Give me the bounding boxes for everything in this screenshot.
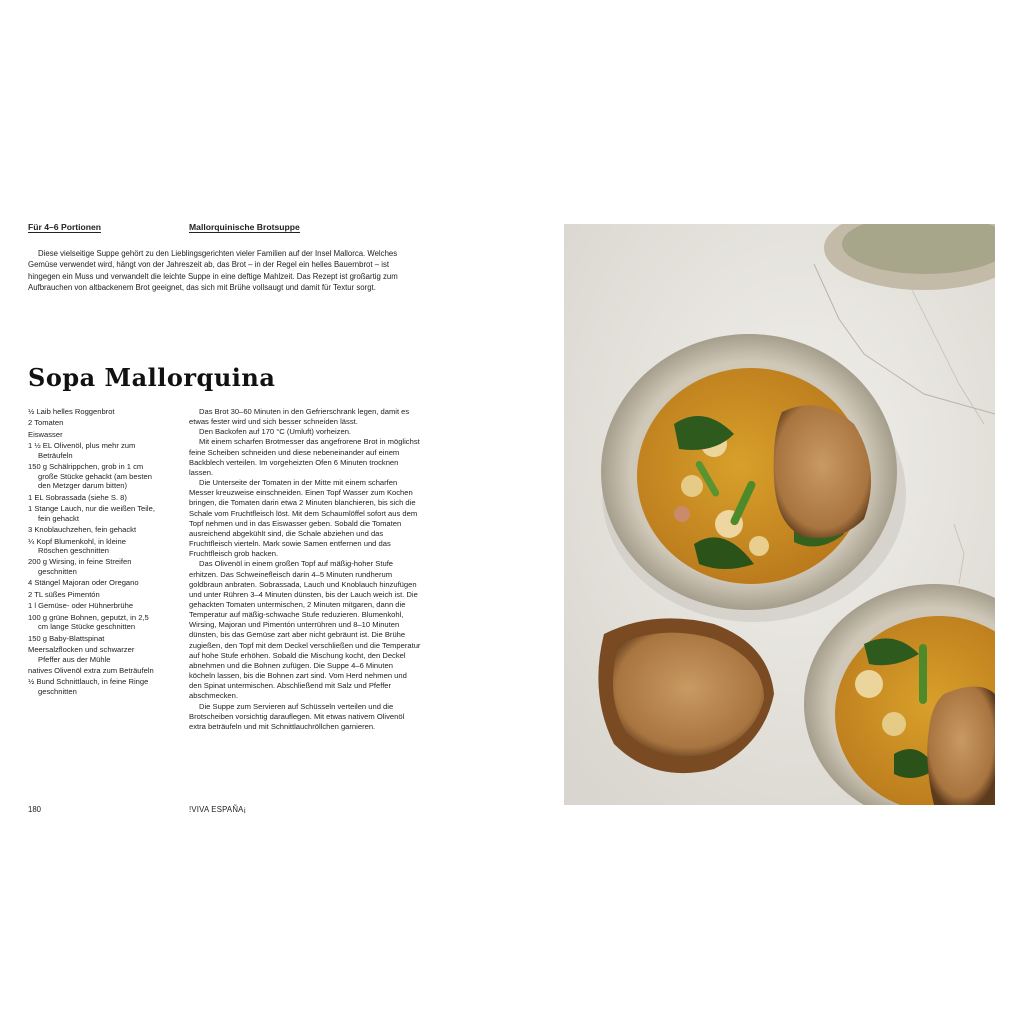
page-number: 180 [28,805,42,814]
method-step: Den Backofen auf 170 °C (Umluft) vorheizen. [199,427,352,437]
ingredient-item: 3 Knoblauchzehen, fein gehackt [28,525,137,535]
ingredient-item: 1 Stange Lauch, nur die weißen Teile, fein gehackt [28,504,155,523]
ingredient-item: 200 g Wirsing, in feine Streifen geschnitten [28,557,132,577]
ingredient-item: ½ Bund Schnittlauch, in feine Ringe geschnitten [28,677,149,696]
method-step: Die Unterseite der Tomaten in der Mitte mit einem scharfen Messer kreuzweise einschneiden. Einen Topf Wasser zum Kochen bringen, die Tomaten darin etwa 2 Minuten blanchieren, bis sich die Schale vom Fruchtfleisch löst. Mit dem Schaumlöffel sofort aus dem Topf nehmen und in das Eiswasser geben. Sobald die Tomaten ausreichend abgekühlt sind, die Schale abziehen und das Fruchtfleisch vierteln. Mark sowie Samen entfernen und das Fruchtfleisch grob hacken. [189,478,418,559]
ingredient-item: 1 l Gemüse- oder Hühnerbrühe [28,601,134,611]
ingredient-item: ½ Laib helles Roggenbrot [28,407,115,416]
method-step: Das Brot 30–60 Minuten in den Gefrierschrank legen, damit es etwas fester wird und sich besser schneiden lässt. [189,407,410,427]
ingredient-item: Meersalzflocken und schwarzer Pfeffer aus der Mühle [28,645,135,664]
method-step: Mit einem scharfen Brotmesser das angefrorene Brot in möglichst feine Scheiben schneiden und diese nebeneinander auf einem Backblech verteilen. Im vorgeheizten Ofen 6 Minuten trocknen lassen. [189,437,420,477]
intro-paragraph: Diese vielseitige Suppe gehört zu den Lieblingsgerichten vieler Familien auf der Insel Mallorca. Welches Gemüse verwendet wird, hängt von der Jahreszeit ab, das Brot – in der Regel ein helles Bauernbrot – ist hingegen ein Muss und verwandelt die leichte Suppe in eine deftige Mahlzeit. Das Rezept ist großartig zum Aufbrauchen von altbackenem Brot geeignet, das sich mit Brühe vollsaugt und damit für Textur sorgt. [28,249,398,293]
ingredient-item: 150 g Schälrippchen, grob in 1 cm große Stücke gehackt (am besten den Metzger darum bitten) [28,462,152,491]
ingredient-item: 150 g Baby-Blattspinat [28,633,105,643]
soup-photo-illustration [564,224,995,805]
book-title: !VIVA ESPAÑA¡ [189,805,247,814]
method-text [189,407,421,732]
ingredient-item: natives Olivenöl extra zum Beträufeln [28,666,154,675]
ingredient-item: 2 TL süßes Pimentón [28,589,100,599]
ingredient-item: 1 ½ EL Olivenöl, plus mehr zum Beträufeln [28,441,136,460]
ingredient-item: ¼ Kopf Blumenkohl, in kleine Röschen geschnitten [28,536,126,556]
portions-label: Für 4–6 Portionen [28,222,102,232]
ingredient-item: Eiswasser [28,429,63,439]
ingredient-item: 2 Tomaten [28,418,64,428]
recipe-title: Sopa Mallorquina [28,363,276,392]
ingredient-item: 100 g grüne Bohnen, geputzt, in 2,5 cm lange Stücke geschnitten [28,612,149,632]
ingredient-list [28,407,156,698]
method-step: Das Olivenöl in einem großen Topf auf mäßig-hoher Stufe erhitzen. Das Schweinefleisch darin 4–5 Minuten rundherum goldbraun anbraten. Sobrassada, Lauch und Knoblauch hinzufügen und unter Rühren 3–4 Minuten dünsten, bis der Lauch weich ist. Die gehackten Tomaten untermischen, 2 Minuten mitgaren, dann die Temperatur auf mäßig-schwache Stufe reduzieren. Blumenkohl, Wirsing, Majoran und Pimentón unterrühren und 8–10 Minuten dünsten, bis das Gemüse zart aber nicht gebräunt ist. Die Brühe zugießen, den Topf mit dem Deckel verschließen und die Temperatur auf hohe Stufe erhöhen. Sobald die Mischung kocht, den Deckel abnehmen und die Bohnen zufügen. Die Suppe 4–6 Minuten köcheln lassen, bis die Bohnen zart sind. Vom Herd nehmen und den Spinat untermischen. Abschließend mit Salz und Pfeffer abschmecken. [189,559,421,701]
soup-photo [564,224,995,805]
ingredient-item: 1 EL Sobrassada (siehe S. 8) [28,492,127,502]
recipe-subtitle: Mallorquinische Brotsuppe [189,222,300,232]
method-step: Die Suppe zum Servieren auf Schüsseln verteilen und die Brotscheiben vorsichtig darauflegen. Mit etwas nativem Olivenöl extra beträufeln und mit Schnittlauchröllchen garnieren. [189,701,405,731]
ingredient-item: 4 Stängel Majoran oder Oregano [28,578,139,588]
